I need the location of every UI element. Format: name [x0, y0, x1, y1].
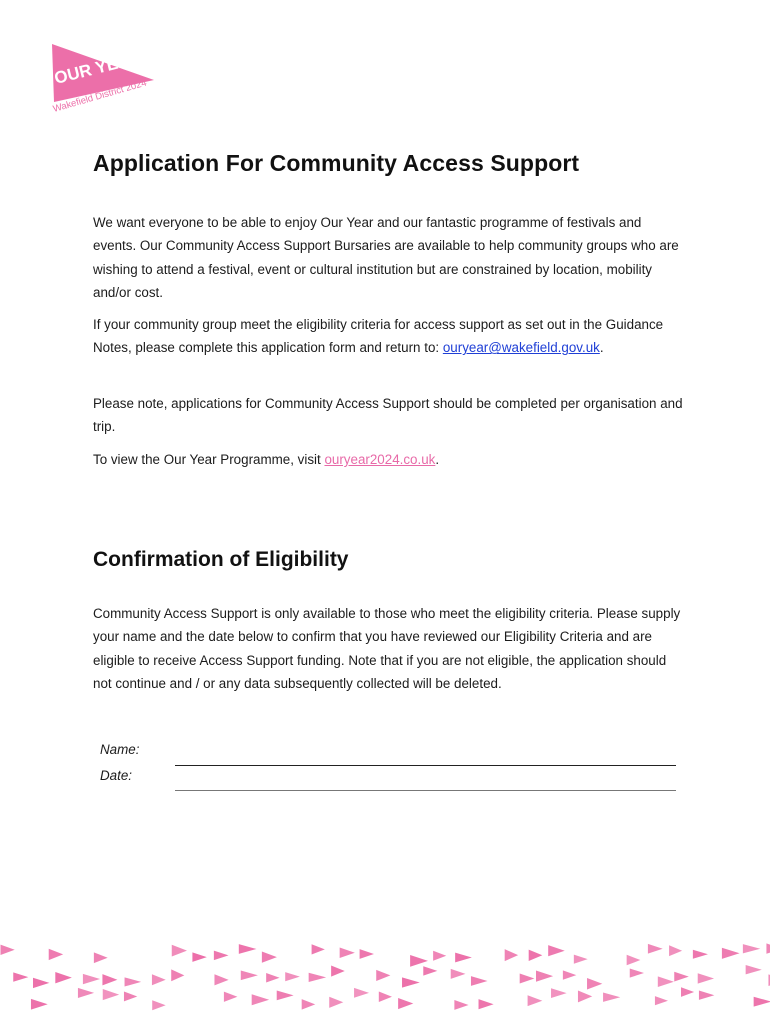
name-label: Name:: [100, 742, 140, 757]
pennant-flag-icon: [630, 968, 644, 977]
pennant-flag-icon: [754, 997, 770, 1007]
pennant-flag-icon: [471, 976, 488, 986]
pennant-flag-icon: [239, 944, 257, 954]
pennant-flag-icon: [102, 974, 117, 985]
intro-paragraph-4: [93, 448, 688, 471]
pennant-flag-icon: [699, 991, 714, 1000]
pennant-flag-icon: [520, 974, 535, 984]
pennant-flag-icon: [655, 996, 668, 1005]
pennant-flag-icon: [410, 955, 428, 967]
pennant-flag-icon: [241, 971, 258, 981]
our-year-logo: [48, 40, 160, 116]
pennant-flag-icon: [379, 991, 392, 1001]
pennant-flag-icon: [103, 989, 119, 1000]
intro-paragraph-2-text: If your community group meet the eligibility criteria for access support as set out in the Guidance Notes, please complete this application form and return to:: [93, 317, 664, 356]
pennant-flag-icon: [529, 950, 543, 961]
pennant-flag-icon: [479, 999, 494, 1009]
pennant-flag-icon: [125, 977, 142, 986]
pennant-flag-icon: [354, 988, 369, 998]
date-label: Date:: [100, 768, 133, 783]
pennant-flag-icon: [152, 1000, 165, 1010]
pennant-flag-icon: [722, 948, 740, 959]
pennant-flag-icon: [33, 978, 49, 988]
pennant-flag-icon: [55, 972, 72, 983]
pennant-flag-icon: [312, 944, 325, 954]
pennant-flag-icon: [152, 974, 166, 985]
pennant-flag-icon: [548, 945, 565, 956]
pennant-flag-icon: [669, 945, 682, 956]
pennant-flag-icon: [94, 952, 108, 963]
pennant-flag-icon: [574, 955, 588, 964]
pennant-flag-icon: [551, 988, 567, 998]
pennant-flag-icon: [262, 951, 277, 962]
pennant-flag-icon: [192, 952, 206, 962]
pennant-flag-icon: [398, 998, 413, 1009]
pennant-flag-icon: [451, 969, 466, 979]
intro-paragraph-4-text: To view the Our Year Programme, visit: [93, 452, 325, 467]
pennant-bunting-decoration: [0, 930, 770, 1024]
eligibility-heading: Confirmation of Eligibility: [93, 548, 349, 571]
pennant-flag-icon: [658, 976, 674, 987]
pennant-flag-icon: [766, 943, 770, 953]
pennant-flag-icon: [360, 949, 374, 959]
pennant-flag-icon: [563, 970, 576, 979]
pennant-flag-icon: [285, 972, 300, 981]
pennant-flag-icon: [13, 972, 28, 981]
pennant-flag-icon: [214, 974, 228, 985]
pennant-flag-icon: [528, 995, 543, 1006]
pennant-flag-icon: [587, 978, 602, 990]
pennant-flag-icon: [402, 977, 420, 987]
pennant-flag-icon: [340, 948, 355, 958]
pennant-flag-icon: [423, 966, 437, 975]
intro-paragraph-2: [93, 313, 688, 360]
eligibility-paragraph: Community Access Support is only available to those who meet the eligibility criteria. Please supply your name and the date below to confirm that you have reviewed our Eligibility Criteria and are eligible to receive Access Support funding. Note that if you are not eligible, the application should not continue and / or any data subsequently collected will be deleted.: [93, 606, 681, 691]
pennant-flag-icon: [224, 992, 238, 1002]
pennant-flag-icon: [746, 965, 762, 974]
pennant-flag-icon: [536, 970, 553, 981]
pennant-flag-icon: [252, 994, 269, 1005]
pennant-flag-icon: [124, 992, 137, 1002]
logo-title: OUR YEAR: [52, 47, 144, 88]
pennant-flag-icon: [674, 972, 689, 982]
pennant-flag-icon: [309, 973, 327, 982]
email-link[interactable]: ouryear@wakefield.gov.uk: [442, 340, 600, 356]
website-link[interactable]: ouryear2024.co.uk: [324, 452, 436, 467]
pennant-flag-icon: [627, 955, 641, 965]
intro-paragraph-1: We want everyone to be able to enjoy Our Year and our fantastic programme of festivals and events. Our Community Access Support Bursaries are available to help community groups who are wishing to attend a festival, event or cultural institution but are constrained by location, mobility and/or cost.: [93, 215, 679, 300]
pennant-flag-icon: [454, 1000, 468, 1010]
pennant-flag-icon: [578, 990, 592, 1002]
page-title: Application For Community Access Support: [93, 150, 580, 176]
intro-paragraph-4-end: .: [435, 452, 440, 467]
pennant-flag-icon: [214, 951, 229, 960]
logo-subtitle: Wakefield District 2024: [51, 77, 148, 115]
pennant-flag-icon: [266, 973, 279, 982]
pennant-flag-icon: [331, 965, 345, 976]
pennant-flag-icon: [698, 973, 714, 983]
pennant-flag-icon: [277, 991, 294, 1001]
pennant-flag-icon: [0, 945, 14, 955]
pennant-flag-icon: [329, 997, 343, 1008]
pennant-flag-icon: [743, 944, 760, 953]
pennant-flag-icon: [83, 974, 100, 984]
pennant-flag-icon: [78, 988, 94, 998]
pennant-flag-icon: [681, 987, 694, 997]
pennant-logo-icon: [48, 40, 160, 116]
pennant-flag-icon: [505, 949, 518, 961]
pennant-flag-icon: [376, 970, 390, 981]
pennant-flag-icon: [302, 999, 316, 1009]
pennant-flag-icon: [171, 969, 184, 981]
date-field[interactable]: [175, 790, 676, 791]
pennant-flag-icon: [648, 944, 663, 954]
name-field[interactable]: [175, 765, 676, 766]
pennant-flag-icon: [49, 949, 63, 960]
pennant-flag-icon: [172, 945, 187, 957]
pennant-flag-icon: [603, 993, 620, 1002]
pennant-flag-icon: [433, 951, 446, 961]
intro-paragraph-3: Please note, applications for Community Access Support should be completed per organisation and trip.: [93, 396, 683, 435]
intro-paragraph-2-end: .: [599, 340, 604, 356]
pennant-flag-icon: [31, 999, 48, 1010]
pennant-flag-icon: [455, 953, 472, 963]
pennant-flag-icon: [693, 950, 708, 959]
